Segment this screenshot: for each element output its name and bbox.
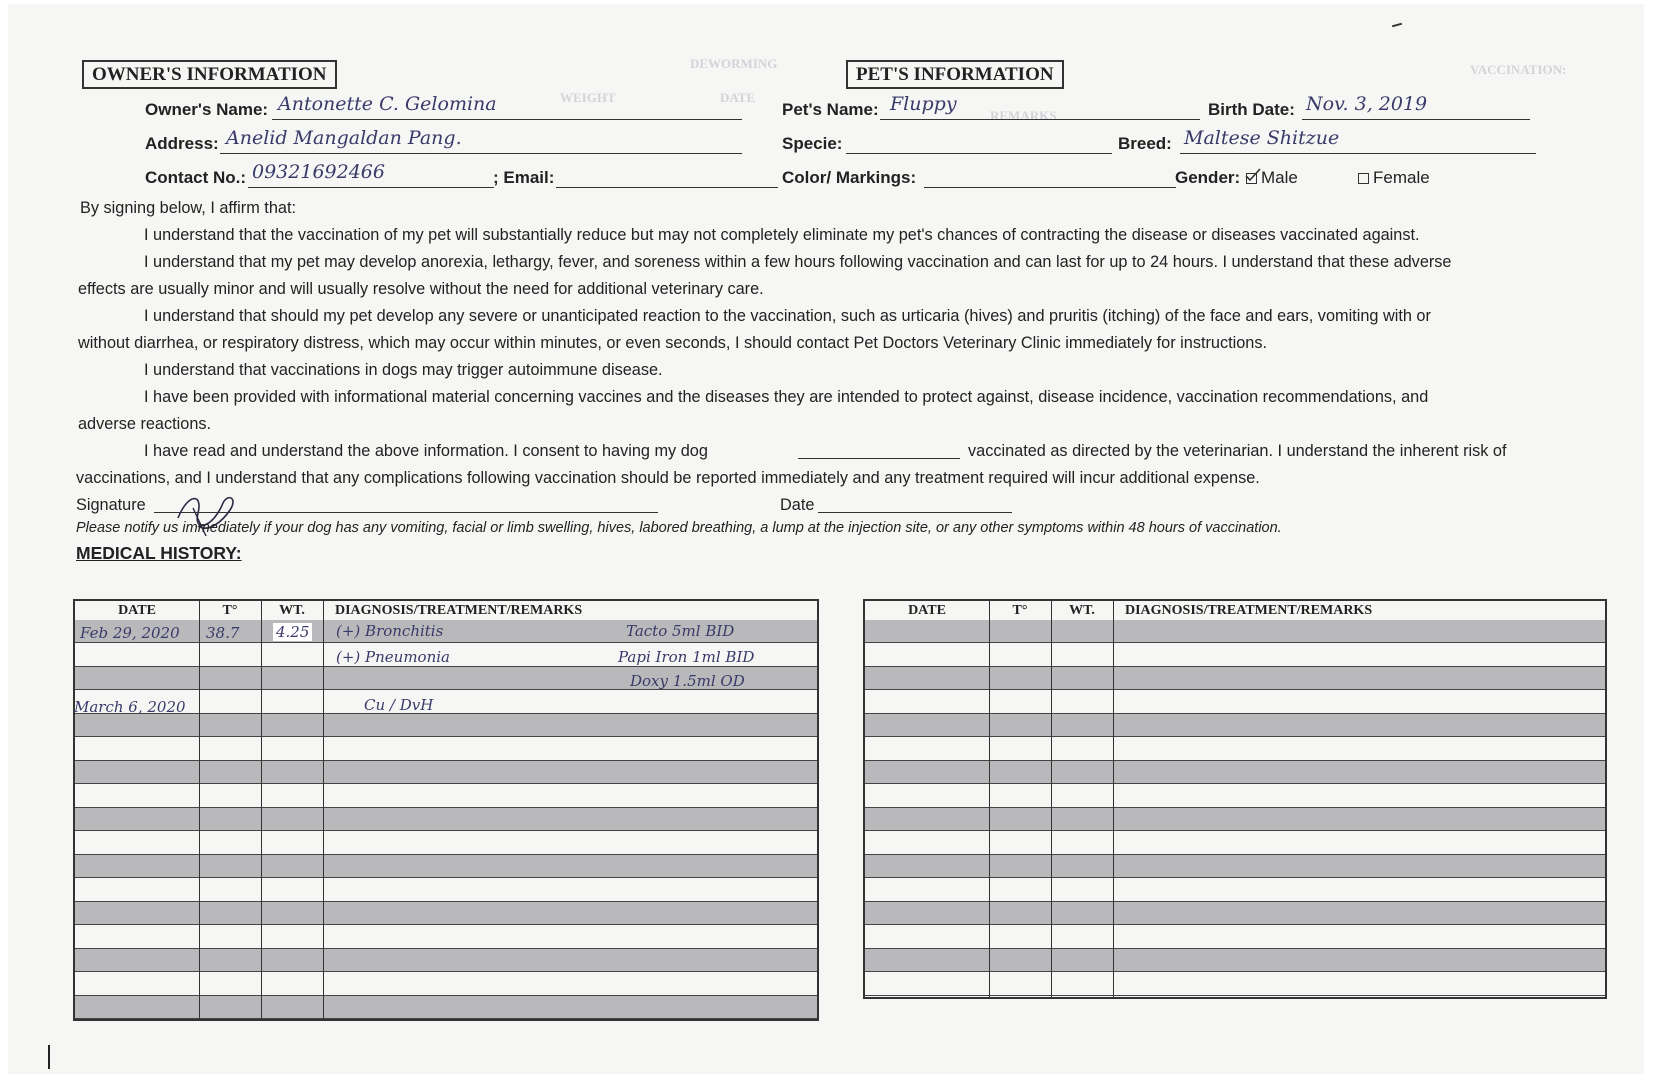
ghost-deworming: DEWORMING [690,56,778,71]
table-row [75,761,817,784]
table-column-divider [989,601,990,997]
table-row [75,855,817,878]
header-weight: WT. [1069,603,1095,618]
entry-date-1: Feb 29, 2020 [80,624,180,642]
table-column-divider [1113,601,1114,997]
male-checkbox[interactable] [1246,173,1257,184]
owner-name-label: Owner's Name: [145,100,269,119]
gender-male-option[interactable] [1246,168,1298,188]
table-row [865,644,1605,667]
consent-p1: I understand that the vaccination of my pet will substantially reduce but may not completely eliminate my pet's chances of contracting the disease or diseases vaccinated against. [144,226,1420,244]
owner-name-line [272,119,742,120]
contact-label: Contact No.: [145,168,247,187]
medical-history-table-right [863,599,1607,999]
birth-date-label: Birth Date: [1208,100,1295,119]
header-date: DATE [118,603,156,618]
entry-rx-3: Doxy 1.5ml OD [630,672,745,690]
owner-name-field[interactable]: Antonette C. Gelomina [278,93,497,115]
gender-label: Gender: [1175,168,1241,187]
entry-rx-2: Papi Iron 1ml BID [618,648,755,666]
specie-label: Specie: [782,134,843,153]
header-date: DATE [908,603,946,618]
consent-p6b: vaccinations, and I understand that any complications following vaccination should be reported immediately and any treatment required will incur additional expense. [76,469,1260,487]
header-temp: T° [222,603,238,618]
birth-date-field[interactable]: Nov. 3, 2019 [1306,93,1428,115]
table-row [865,738,1605,761]
ghost-date: DATE [720,90,756,105]
entry-diagnosis-2: (+) Pneumonia [336,648,450,666]
check-mark-icon [1245,168,1261,182]
address-field[interactable]: Anelid Mangaldan Pang. [226,127,462,149]
birth-date-line [1302,119,1530,120]
breed-label: Breed: [1118,134,1172,153]
address-label: Address: [145,134,219,153]
notice-text: Please notify us immediately if your dog has any vomiting, facial or limb swelling, hives, labored breathing, a lump at the injection site, or any other symptoms within 48 hours of vaccination. [76,520,1282,536]
contact-line [248,187,494,188]
header-weight: WT. [279,603,305,618]
table-row [865,926,1605,949]
table-row [75,949,817,972]
dog-name-blank[interactable] [798,458,960,459]
gender-female-option[interactable] [1358,168,1430,188]
email-line [556,187,778,188]
ghost-remarks: REMARKS [990,108,1057,123]
gender-female-text: Female [1373,168,1430,187]
table-row [75,832,817,855]
table-row [865,691,1605,714]
pet-name-label: Pet's Name: [782,100,879,119]
table-row [75,714,817,737]
entry-diagnosis-1: (+) Bronchitis [336,622,444,640]
table-row [865,973,1605,996]
table-row [865,902,1605,925]
table-column-divider [1051,601,1052,997]
table-row [865,949,1605,972]
consent-p6a-part1: I have read and understand the above information. I consent to having my dog [144,442,708,460]
gender-male-text: Male [1261,168,1298,187]
table-row [75,879,817,902]
consent-p3b: without diarrhea, or respiratory distress, which may occur within minutes, or even seconds, I should contact Pet Doctors Veterinary Clinic immediately for instructions. [78,334,1268,352]
breed-field[interactable]: Maltese Shitzue [1184,127,1340,149]
entry-weight-1: 4.25 [273,623,312,641]
table-row [865,620,1605,643]
header-temp: T° [1012,603,1028,618]
female-checkbox[interactable] [1358,173,1369,184]
consent-p4: I understand that vaccinations in dogs may trigger autoimmune disease. [144,361,663,379]
signature-label: Signature [76,496,146,514]
contact-field[interactable]: 09321692466 [252,161,385,183]
table-row [75,996,817,1019]
table-row [865,667,1605,690]
table-row [75,902,817,925]
date-label: Date [780,496,815,514]
consent-p6a-part2: vaccinated as directed by the veterinarian. I understand the inherent risk of [968,442,1507,460]
entry-date-2: March 6, 2020 [74,698,186,716]
date-line[interactable] [818,512,1012,513]
breed-line [1180,153,1536,154]
medical-history-title: MEDICAL HISTORY: [76,543,242,563]
table-row [75,808,817,831]
pet-name-line [880,119,1200,120]
table-row [865,879,1605,902]
address-line [220,153,742,154]
table-row [75,926,817,949]
pet-section-title: PET'S INFORMATION [846,60,1064,89]
entry-diagnosis-3: Cu / DvH [364,696,434,714]
color-markings-line [924,187,1176,188]
pet-name-field[interactable]: Fluppy [890,93,957,115]
table-row [865,714,1605,737]
table-row [865,832,1605,855]
table-header-right [865,601,1605,621]
table-row [865,761,1605,784]
table-row [75,691,817,714]
email-label: ; Email: [493,168,555,187]
header-diagnosis: DIAGNOSIS/TREATMENT/REMARKS [1125,603,1373,618]
ghost-weight: WEIGHT [560,90,616,105]
entry-rx-1: Tacto 5ml BID [626,622,735,640]
table-row [865,808,1605,831]
table-row [865,785,1605,808]
table-column-divider [199,601,200,1019]
table-column-divider [323,601,324,1019]
consent-p5b: adverse reactions. [78,415,212,433]
color-markings-label: Color/ Markings: [782,168,917,187]
consent-p5a: I have been provided with informational material concerning vaccines and the diseases they are intended to protect against, disease incidence, vaccination recommendations, and [144,388,1429,406]
table-row [75,973,817,996]
table-row [865,855,1605,878]
table-header-left [75,601,817,621]
owner-section-title: OWNER'S INFORMATION [82,60,337,89]
consent-p2a: I understand that my pet may develop anorexia, lethargy, fever, and soreness within a few hours following vaccination and can last for up to 24 hours. I understand that these adverse [144,253,1452,271]
consent-p2b: effects are usually minor and will usually resolve without the need for additional veterinary care. [78,280,764,298]
consent-intro: By signing below, I affirm that: [80,199,296,217]
table-row [75,785,817,808]
entry-temp-1: 38.7 [206,624,240,642]
specie-line [846,153,1112,154]
header-diagnosis: DIAGNOSIS/TREATMENT/REMARKS [335,603,583,618]
consent-p3a: I understand that should my pet develop any severe or unanticipated reaction to the vaccination, such as urticaria (hives) and pruritis (itching) of the face and ears, vomiting with or [144,307,1431,325]
ghost-vaccination: VACCINATION: [1470,62,1567,77]
scan-mark [48,1045,50,1069]
table-row [75,738,817,761]
table-column-divider [261,601,262,1019]
